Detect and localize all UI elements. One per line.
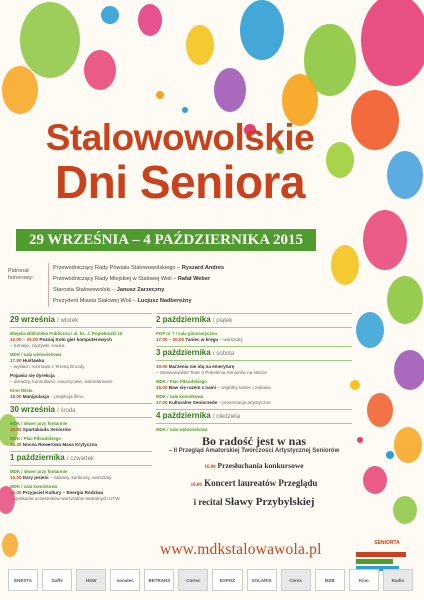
patron-item [53, 263, 310, 274]
event-description: – wspólny taniec i zabawa [217, 385, 271, 390]
day-weekday: / niedziela [212, 414, 240, 420]
event-name: Przesłuchania konkursowe [217, 461, 304, 470]
event-time: 10.00 [10, 427, 22, 432]
festival-subtitle: – II Przegląd Amatorskiej Twórczości Artystycznej Seniorów [168, 448, 340, 454]
event-name: Kulturalne Seniorzede [168, 400, 218, 405]
event-item-continued [156, 497, 352, 508]
event-name: Baw się razem z nami [168, 385, 217, 390]
patron-name: Ryszard Andres [181, 265, 225, 271]
event-description: – projekcja filmu [50, 394, 84, 399]
patron-role: Prezydent Miasta Stalowej Woli – [53, 298, 136, 304]
partner-chip [356, 559, 393, 564]
event-description: – doradcy, konsultanci, nauczyciele, wolontariusze [10, 379, 113, 384]
poster-title [30, 117, 330, 209]
sponsor-logo: HSW [76, 569, 106, 591]
event-name: Koncert laureatów Przeglądu [204, 478, 318, 488]
event-time: 18.00 [10, 394, 22, 399]
event-item [10, 421, 152, 433]
event-item [156, 394, 352, 406]
event-time: 18.00 [190, 483, 202, 488]
event-item [10, 331, 152, 349]
sponsor-logo: BETRANS [144, 569, 174, 591]
festival-title: Bo radość jest w nas [202, 434, 306, 448]
event-time: 10.00 [156, 364, 168, 369]
event-item [156, 331, 352, 343]
patron-name: Lucjusz Nadbereżny [137, 298, 192, 304]
patron-role: Przewodniczący Rady Powiatu Stalowowolskiego – [53, 265, 181, 271]
patron-role: Przewodniczący Rady Miejskiej w Stalowej Woli – [53, 276, 177, 282]
patrons-label: Patronat honorowy: [8, 268, 34, 282]
title-line-2: Dni Seniora [54, 156, 306, 209]
day-date: 29 września [10, 315, 55, 324]
event-location: MDK / skwer przy fontannie [10, 469, 68, 474]
event-time: 10.00 – 15.00 [10, 337, 39, 342]
event-location: Kino Wisła [10, 388, 33, 393]
event-item [10, 388, 152, 400]
event-name: Dary jesieni [22, 475, 49, 480]
event-location: MDK / Plac Piłsudskiego [156, 379, 207, 384]
event-description: – prezentacje artystyczne [218, 400, 271, 405]
day-weekday: / środa [57, 408, 76, 414]
event-location: MDK / skwer przy fontannie [10, 421, 68, 426]
event-description: – turnieje, zagrywki, nauka [10, 343, 65, 348]
event-time: 17.00 [156, 400, 168, 405]
day-date: 3 października [156, 348, 211, 357]
event-name: Taniec w kręgu [185, 337, 219, 342]
sponsor-logo: MZB [315, 569, 345, 591]
event-time: 10.00 [10, 475, 22, 480]
event-name: Spartakiada Seniorów [22, 427, 71, 432]
event-description: – zabawy, konkursy, warsztaty [49, 475, 112, 480]
event-item [10, 436, 152, 448]
day-date: 2 października [156, 315, 211, 324]
patron-item [53, 285, 310, 296]
event-item [156, 379, 352, 391]
sponsor-logo: sonatec [110, 569, 140, 591]
event-name: i recital [193, 497, 223, 507]
day-header [10, 451, 152, 466]
sponsor-logo: ENESTA [8, 569, 38, 591]
event-location: MDK / sala widowiskowa [10, 352, 62, 357]
day-header [156, 409, 352, 424]
event-description: – warsztaty [219, 337, 243, 342]
event-item [10, 373, 152, 385]
patrons-list [48, 263, 310, 307]
event-time: 16.30 [10, 442, 22, 447]
day-weekday: / czwartek [66, 456, 94, 462]
patron-name: Janusz Zarzeczny [116, 287, 165, 293]
event-dates-banner: 29 WRZEŚNIA – 4 PAŹDZIERNIKA 2015 [16, 229, 316, 251]
event-name: Przyjaciel Kultury – Energia Rodziwa [22, 490, 104, 495]
day-header [10, 403, 152, 418]
star-performer: Sławy Przybylskiej [224, 496, 315, 508]
sponsor-logos-bar [8, 566, 413, 594]
event-time: 16.00 [204, 465, 216, 470]
event-location: MDK / sala kominkowa [156, 394, 204, 399]
event-item [10, 484, 152, 502]
event-item [156, 461, 352, 472]
event-name: Poznaj Koło gier komputerowych [39, 337, 112, 342]
event-time: 16.00 [156, 385, 168, 390]
day-header [156, 346, 352, 361]
event-item [10, 469, 152, 481]
event-location: MDK / Plac Piłsudskiego [10, 436, 61, 441]
event-description: – spotkanie uczestników warsztatów teatralnych UTW [10, 496, 120, 501]
patron-role: Starosta Stalowowolski – [53, 287, 116, 293]
day-date: 30 września [10, 405, 55, 414]
day-date: 4 października [156, 411, 211, 420]
sponsor-logo: Cerex [281, 569, 311, 591]
event-description: – wykład i rozmowa z Teresą Drozdy [10, 364, 85, 369]
event-item [156, 478, 352, 491]
partner-logo: SENIORTA [374, 540, 400, 546]
event-name: Marzenia nie idą na emeryturę [168, 364, 235, 369]
sponsor-logo: Cortec [178, 569, 208, 591]
website-link[interactable]: www.mdkstalowawola.pl [160, 541, 322, 558]
day-header [156, 313, 352, 328]
event-item [10, 352, 152, 370]
day-weekday: / piątek [212, 318, 233, 324]
event-time: 10.00 [10, 490, 22, 495]
sponsor-logo: EXPOZ [212, 569, 242, 591]
sponsor-logo: Radio [383, 569, 413, 591]
day-weekday: / sobota [212, 351, 235, 357]
event-location: MDK / sala kominkowa [10, 484, 58, 489]
event-name: Pojawia się dyrekcja [10, 373, 55, 378]
sponsor-logo: Kino [349, 569, 379, 591]
event-time: 17.00 [10, 358, 22, 363]
event-location: PGP nr 7 / sala gimnastyczna [156, 331, 217, 336]
partner-chip [356, 552, 406, 557]
patron-item [53, 296, 310, 307]
day-weekday: / wtorek [57, 318, 79, 324]
event-name: Manipulacja [22, 394, 50, 399]
day-date: 1 października [10, 453, 65, 462]
event-location: MDK / sala widowiskowa [156, 427, 208, 432]
program-left-column [10, 311, 152, 505]
patron-item [53, 274, 310, 285]
sponsor-logo: SOLARIS [247, 569, 277, 591]
event-location: Miejska Biblioteka Publiczna / ul. ks. J. Popiełuszki 10 [10, 331, 123, 336]
event-time: 17.00 – 20.00 [156, 337, 185, 342]
title-line-1: Stalowowolskie [45, 117, 315, 158]
patron-name: Rafał Weber [177, 276, 211, 282]
event-name: Nocna Rowerowa Masa Krytyczna [22, 442, 98, 447]
event-description: – Stalowowolski Teatr 3 Pokolenia Seniorów na starcie [156, 370, 267, 375]
event-item [156, 364, 352, 376]
program-right-column [156, 311, 352, 508]
day-header [10, 313, 152, 328]
sponsor-logo: Gaffe [42, 569, 72, 591]
event-name: Huśtawka [22, 358, 45, 363]
